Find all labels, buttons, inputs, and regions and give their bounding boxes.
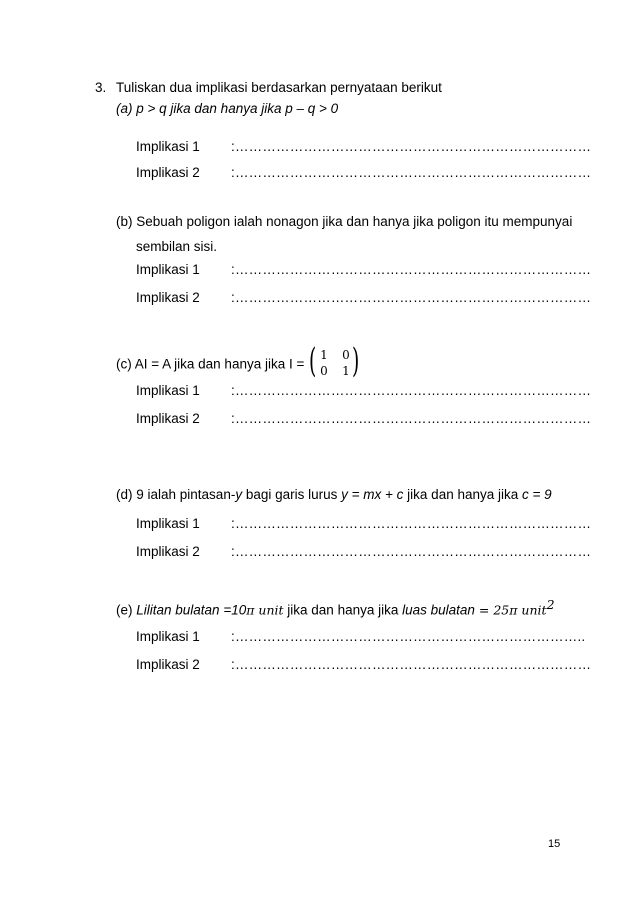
part-c-implication-2-line: :…………………………………………………………………… [231,411,592,426]
part-d-implication-1-line: :…………………………………………………………………… [231,516,592,531]
part-d-implication-1-label: Implikasi 1 [136,516,200,531]
question-number: 3. [95,80,107,95]
page-number: 15 [548,838,561,850]
part-b-implication-1-label: Implikasi 1 [136,262,200,277]
identity-matrix [309,341,360,381]
part-a-implication-1-label: Implikasi 1 [136,139,200,154]
part-a-implication-2-line: :…………………………………………………………………… [231,165,592,180]
part-a-statement: (a) p > q jika dan hanya jika p – q > 0 [116,101,339,116]
matrix-cell: 0 [342,348,350,362]
part-c-implication-1-line: :…………………………………………………………………… [231,383,592,398]
matrix-right-paren: ) [351,341,360,381]
part-b-implication-1-line: :…………………………………………………………………… [231,262,592,277]
part-c-implication-1-label: Implikasi 1 [136,383,200,398]
part-d-implication-2-line: :…………………………………………………………………… [231,544,592,559]
part-d-seg-6: c = 9 [522,487,552,502]
part-e-implication-2-line: :…………………………………………………………………… [231,657,592,672]
matrix-cell: 0 [320,364,328,378]
part-e-seg-6: = 25π unit [474,602,547,618]
part-e-seg-1: (e) [116,602,137,618]
part-d-seg-4: y = mx + c [341,487,404,502]
part-e-exponent: 2 [546,597,555,612]
part-e-seg-4: jika dan hanya jika [283,602,403,618]
part-b-implication-2-line: :…………………………………………………………………… [231,290,592,305]
part-e-seg-5: luas bulatan [402,602,475,618]
part-b-implication-2-label: Implikasi 2 [136,290,200,305]
part-d-seg-1: (d) 9 ialah pintasan- [116,487,236,502]
matrix-cell: 1 [342,364,350,378]
part-d-seg-5: jika dan hanya jika [403,487,522,502]
part-b-statement-line-1: (b) Sebuah poligon ialah nonagon jika dan hanya jika poligon itu mempunyai [116,214,573,229]
part-e-seg-3: π unit [246,602,284,618]
matrix-cell: 1 [320,348,328,362]
part-c-statement [116,341,360,381]
part-a-implication-2-label: Implikasi 2 [136,165,200,180]
part-e-implication-1-line: :………………………………………………………………….. [231,629,586,644]
part-e-statement [116,597,555,618]
part-c-text: (c) AI = A jika dan hanya jika I = [116,356,305,372]
matrix-left-paren: ( [309,341,317,381]
question-text: Tuliskan dua implikasi berdasarkan pernyataan berikut [116,80,442,95]
part-d-seg-2: y [235,487,243,502]
part-d-implication-2-label: Implikasi 2 [136,544,200,559]
part-e-seg-2: Lilitan bulatan =10 [136,602,247,618]
part-b-statement-line-2: sembilan sisi. [136,239,218,254]
part-c-implication-2-label: Implikasi 2 [136,411,200,426]
part-d-statement [116,487,552,502]
part-d-seg-3: bagi garis lurus [242,487,342,502]
part-a-implication-1-line: :…………………………………………………………………… [231,139,592,154]
part-e-implication-1-label: Implikasi 1 [136,629,200,644]
part-e-implication-2-label: Implikasi 2 [136,657,200,672]
